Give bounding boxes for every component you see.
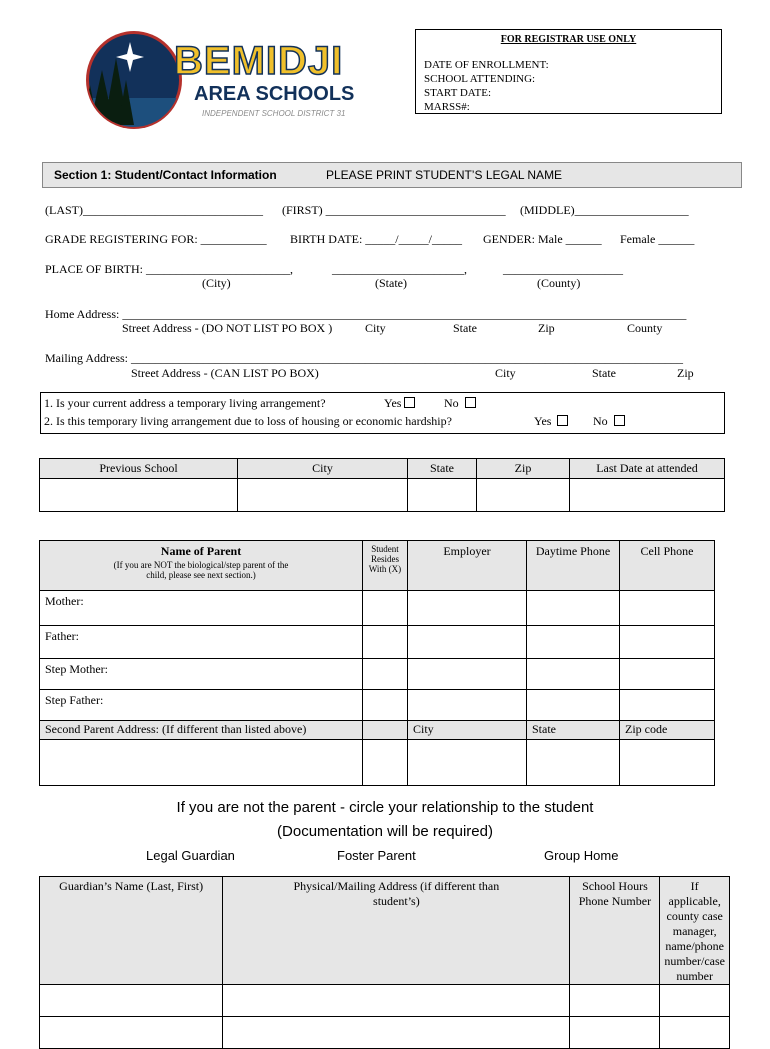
logo-emblem — [82, 30, 372, 130]
logo-district: INDEPENDENT SCHOOL DISTRICT 31 — [202, 109, 346, 118]
guardian-address-header: Physical/Mailing Address (if different than student’s) — [223, 877, 570, 985]
start-date-label: START DATE: — [424, 87, 492, 99]
relationship-instruction: If you are not the parent - circle your relationship to the student — [176, 799, 594, 816]
last-name-field[interactable]: (LAST)______________________________ — [45, 203, 263, 217]
district-logo — [82, 30, 372, 130]
guardian-table — [39, 876, 730, 1049]
birth-state-field[interactable]: ______________________, — [332, 262, 467, 276]
guardian-phone-cell[interactable] — [570, 985, 660, 1017]
foster-parent-option[interactable]: Foster Parent — [337, 848, 416, 863]
group-home-option[interactable]: Group Home — [544, 848, 619, 863]
guardian-header-row — [40, 877, 730, 985]
section-title: Section 1: Student/Contact Information — [54, 168, 277, 182]
previous-last-date-cell[interactable] — [570, 479, 725, 512]
q1-yes-option[interactable] — [384, 396, 415, 411]
second-state-header: State — [527, 721, 620, 740]
birth-county-field[interactable]: ____________________ — [503, 262, 623, 276]
second-city-header: City — [408, 721, 527, 740]
step-father-row — [40, 690, 715, 721]
previous-school-cell[interactable] — [40, 479, 238, 512]
home-address-field[interactable]: Home Address: ______________________________________________________________________________________________ — [45, 307, 687, 321]
guardian-case-cell[interactable] — [660, 985, 730, 1017]
parent-name-header: Name of Parent — [160, 544, 242, 558]
second-address-spacer — [363, 721, 408, 740]
first-name-field[interactable]: (FIRST) ______________________________ — [282, 203, 506, 217]
previous-state-header: State — [408, 459, 477, 479]
registrar-title: FOR REGISTRAR USE ONLY — [500, 34, 637, 45]
q1-no-option[interactable] — [444, 396, 476, 411]
mailing-street-caption: Street Address - (CAN LIST PO BOX) — [131, 366, 319, 380]
second-zip-header: Zip code — [620, 721, 715, 740]
previous-city-cell[interactable] — [238, 479, 408, 512]
home-county-caption: County — [627, 321, 663, 335]
q2-no-label: No — [593, 414, 608, 428]
previous-school-entry-row — [40, 479, 725, 512]
section-header — [42, 162, 742, 188]
grade-field[interactable]: GRADE REGISTERING FOR: ___________ — [45, 232, 267, 246]
second-address-entry-row — [40, 740, 715, 786]
step-father-resides-cell[interactable] — [363, 690, 408, 721]
q1-no-label: No — [444, 396, 459, 410]
step-father-cell-phone-cell[interactable] — [620, 690, 715, 721]
step-mother-cell-phone-cell[interactable] — [620, 659, 715, 690]
second-address-blank-cell[interactable] — [363, 740, 408, 786]
q1-yes-label: Yes — [384, 396, 402, 410]
father-daytime-phone-cell[interactable] — [527, 626, 620, 659]
birth-city-field[interactable]: PLACE OF BIRTH: ________________________, — [45, 262, 293, 276]
question-1: 1. Is your current address a temporary living arrangement? — [44, 396, 326, 410]
middle-name-field[interactable]: (MIDDLE)___________________ — [520, 203, 689, 217]
second-zip-cell[interactable] — [620, 740, 715, 786]
previous-school-table — [39, 458, 725, 512]
legal-guardian-option[interactable]: Legal Guardian — [146, 848, 235, 863]
step-father-daytime-phone-cell[interactable] — [527, 690, 620, 721]
guardian-name-header: Guardian’s Name (Last, First) — [40, 877, 223, 985]
parent-name-header-cell — [40, 541, 363, 591]
father-employer-cell[interactable] — [408, 626, 527, 659]
previous-city-header: City — [238, 459, 408, 479]
mailing-city-caption: City — [495, 366, 516, 380]
gender-female-field[interactable]: Female ______ — [620, 232, 695, 246]
q2-yes-option[interactable] — [534, 414, 568, 429]
step-mother-employer-cell[interactable] — [408, 659, 527, 690]
q2-no-checkbox[interactable] — [614, 415, 625, 426]
q1-no-checkbox[interactable] — [465, 397, 476, 408]
guardian-address-cell[interactable] — [223, 985, 570, 1017]
mother-row — [40, 591, 715, 626]
q2-no-option[interactable] — [593, 414, 625, 429]
guardian-address-cell[interactable] — [223, 1017, 570, 1049]
parent-name-note: (If you are NOT the biological/step parent of the child, please see next section.) — [113, 560, 289, 580]
home-state-caption: State — [453, 321, 477, 335]
mother-label[interactable]: Mother: — [40, 591, 363, 626]
q1-yes-checkbox[interactable] — [404, 397, 415, 408]
parents-header-row — [40, 541, 715, 591]
second-address-header: Second Parent Address: (If different than listed above) — [40, 721, 363, 740]
second-state-cell[interactable] — [527, 740, 620, 786]
birth-county-caption: (County) — [537, 276, 581, 290]
father-resides-cell[interactable] — [363, 626, 408, 659]
logo-subtitle: AREA SCHOOLS — [194, 83, 355, 105]
step-father-label[interactable]: Step Father: — [40, 690, 363, 721]
second-address-header-row — [40, 721, 715, 740]
gender-male-field[interactable]: GENDER: Male ______ — [483, 232, 602, 246]
logo-wordmark: BEMIDJI — [174, 39, 344, 83]
birth-city-caption: (City) — [202, 276, 231, 290]
home-zip-caption: Zip — [538, 321, 555, 335]
q2-yes-label: Yes — [534, 414, 552, 428]
housing-questions-box — [40, 392, 725, 434]
mother-employer-cell[interactable] — [408, 591, 527, 626]
mailing-state-caption: State — [592, 366, 616, 380]
home-street-caption: Street Address - (DO NOT LIST PO BOX ) — [122, 321, 333, 335]
father-cell-phone-cell[interactable] — [620, 626, 715, 659]
father-label[interactable]: Father: — [40, 626, 363, 659]
registrar-box — [415, 29, 722, 114]
guardian-name-cell[interactable] — [40, 1017, 223, 1049]
previous-zip-header: Zip — [477, 459, 570, 479]
second-city-cell[interactable] — [408, 740, 527, 786]
guardian-case-cell[interactable] — [660, 1017, 730, 1049]
employer-header: Employer — [408, 541, 527, 591]
marss-label: MARSS#: — [424, 101, 470, 113]
mailing-zip-caption: Zip — [677, 366, 694, 380]
step-mother-label[interactable]: Step Mother: — [40, 659, 363, 690]
guardian-name-cell[interactable] — [40, 985, 223, 1017]
enrollment-date-label: DATE OF ENROLLMENT: — [424, 59, 549, 71]
previous-zip-cell[interactable] — [477, 479, 570, 512]
guardian-phone-header: School Hours Phone Number — [570, 877, 660, 985]
guardian-entry-row — [40, 985, 730, 1017]
parents-table — [39, 540, 715, 786]
step-mother-row — [40, 659, 715, 690]
section-note: PLEASE PRINT STUDENT’S LEGAL NAME — [326, 168, 563, 182]
step-mother-resides-cell[interactable] — [363, 659, 408, 690]
documentation-note: (Documentation will be required) — [277, 823, 493, 840]
previous-last-date-header: Last Date at attended — [570, 459, 725, 479]
guardian-case-header: If applicable, county case manager, name/phone number/case number — [660, 877, 730, 985]
guardian-phone-cell[interactable] — [570, 1017, 660, 1049]
birth-date-field[interactable]: BIRTH DATE: _____/_____/_____ — [290, 232, 462, 246]
cell-phone-header: Cell Phone — [620, 541, 715, 591]
second-address-cell[interactable] — [40, 740, 363, 786]
school-attending-label: SCHOOL ATTENDING: — [424, 73, 536, 85]
q2-yes-checkbox[interactable] — [557, 415, 568, 426]
guardian-entry-row — [40, 1017, 730, 1049]
mailing-address-field[interactable]: Mailing Address: ____________________________________________________________________________________________ — [45, 351, 683, 365]
father-row — [40, 626, 715, 659]
home-city-caption: City — [365, 321, 386, 335]
mother-cell-phone-cell[interactable] — [620, 591, 715, 626]
daytime-phone-header: Daytime Phone — [527, 541, 620, 591]
question-2: 2. Is this temporary living arrangement due to loss of housing or economic hardship? — [44, 414, 452, 428]
step-father-employer-cell[interactable] — [408, 690, 527, 721]
previous-state-cell[interactable] — [408, 479, 477, 512]
birth-state-caption: (State) — [375, 276, 407, 290]
student-resides-header: Student Resides With (X) — [363, 541, 408, 591]
previous-school-header-row — [40, 459, 725, 479]
mother-daytime-phone-cell[interactable] — [527, 591, 620, 626]
mother-resides-cell[interactable] — [363, 591, 408, 626]
previous-school-header: Previous School — [40, 459, 238, 479]
step-mother-daytime-phone-cell[interactable] — [527, 659, 620, 690]
